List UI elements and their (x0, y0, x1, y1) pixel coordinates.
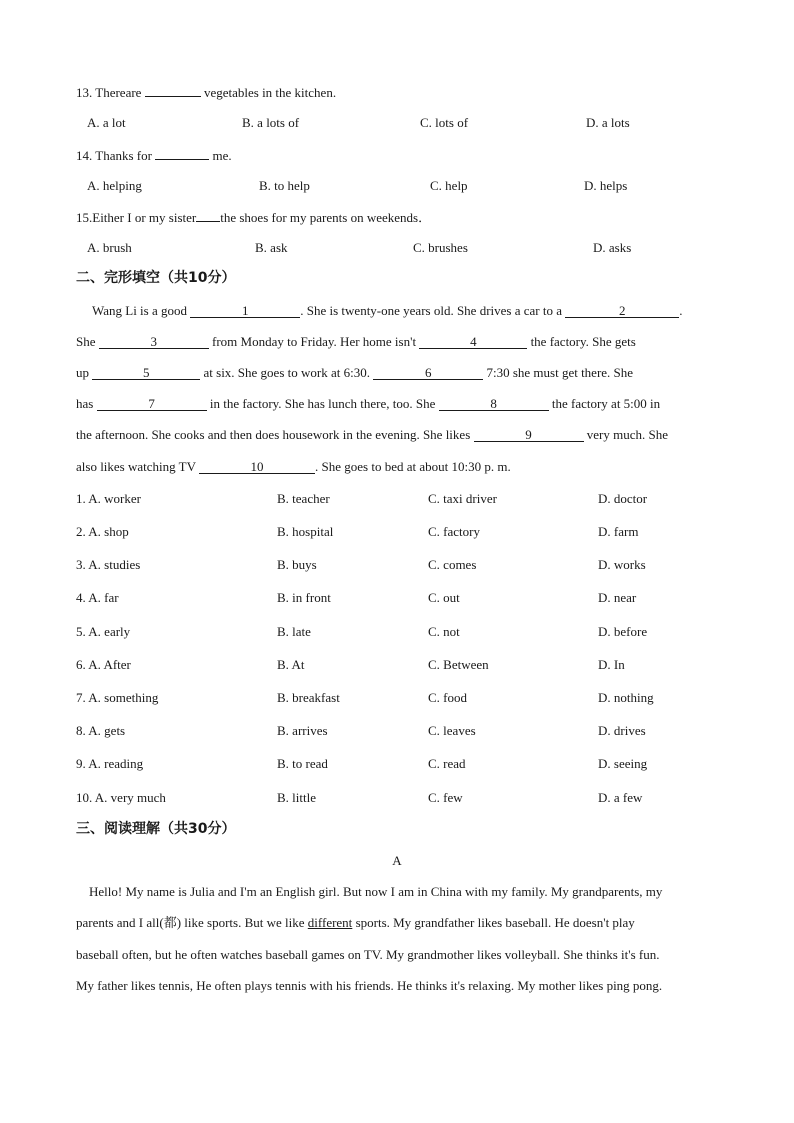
option-d: D. helps (584, 178, 628, 193)
cloze-passage-line: Wang Li is a good 1 . She is twenty-one years old. She drives a car to a 2 . (92, 303, 683, 318)
cloze-options-row (0, 557, 794, 573)
option-a: 1. A. worker (76, 491, 141, 506)
cloze-blank: 4 (419, 336, 527, 349)
cloze-blank: 10 (199, 461, 315, 474)
reading-passage-line: baseball often, but he often watches baseball games on TV. My grandmother likes volleyball. She thinks it's fun. (76, 947, 660, 962)
cloze-options-row (0, 524, 794, 540)
option-d: D. In (598, 657, 625, 672)
cloze-passage-line: the afternoon. She cooks and then does housework in the evening. She likes 9 very much. She (76, 427, 668, 442)
option-b: B. little (277, 790, 316, 805)
reading-passage-line: parents and I all(都) like sports. But we like different sports. My grandfather likes baseball. He doesn't play (76, 915, 635, 930)
option-b: B. in front (277, 590, 331, 605)
option-a: 3. A. studies (76, 557, 141, 572)
passage-label: A (392, 853, 402, 868)
underlined-word: different (307, 915, 353, 930)
option-c: C. taxi driver (428, 491, 497, 506)
cloze-passage-line: has 7 in the factory. She has lunch there, too. She 8 the factory at 5:00 in (76, 396, 661, 411)
option-c: C. out (428, 590, 460, 605)
option-d: D. asks (593, 240, 632, 255)
option-c: C. food (428, 690, 467, 705)
option-d: D. near (598, 590, 637, 605)
section-heading-cloze: 二、完形填空（共10分） (76, 270, 236, 286)
option-a: A. helping (87, 178, 142, 193)
cloze-passage-line: also likes watching TV 10 . She goes to bed at about 10:30 p. m. (76, 459, 511, 474)
reading-passage-line: Hello! My name is Julia and I'm an English girl. But now I am in China with my family. My grandparents, my (89, 884, 663, 899)
question-14-stem: 14. Thanks for me. (76, 148, 232, 163)
option-d: D. farm (598, 524, 639, 539)
cloze-blank: 3 (99, 336, 209, 349)
option-a: 9. A. reading (76, 756, 144, 771)
answer-blank (145, 84, 201, 97)
option-d: D. a lots (586, 115, 630, 130)
option-a: 10. A. very much (76, 790, 166, 805)
option-b: B. to help (259, 178, 310, 193)
option-c: C. read (428, 756, 466, 771)
option-c: C. not (428, 624, 460, 639)
option-d: D. nothing (598, 690, 654, 705)
option-b: B. ask (255, 240, 288, 255)
option-b: B. hospital (277, 524, 334, 539)
option-c: C. leaves (428, 723, 476, 738)
option-b: B. to read (277, 756, 328, 771)
answer-blank (155, 147, 209, 160)
question-13-stem: 13. Thereare vegetables in the kitchen. (76, 85, 337, 100)
option-b: B. At (277, 657, 305, 672)
option-b: B. a lots of (242, 115, 300, 130)
option-c: C. brushes (413, 240, 468, 255)
cloze-options-row (0, 756, 794, 772)
option-c: C. help (430, 178, 468, 193)
option-d: D. before (598, 624, 648, 639)
cloze-options-row (0, 657, 794, 673)
option-a: A. brush (87, 240, 132, 255)
section-heading-reading: 三、阅读理解（共30分） (76, 821, 236, 837)
option-a: 5. A. early (76, 624, 131, 639)
option-a: A. a lot (87, 115, 126, 130)
cloze-blank: 9 (474, 429, 584, 442)
question-15-options (0, 240, 794, 256)
cloze-blank: 8 (439, 398, 549, 411)
cloze-options-row (0, 590, 794, 606)
reading-passage-line: My father likes tennis, He often plays tennis with his friends. He thinks it's relaxing. My mother likes ping pong. (76, 978, 663, 993)
cloze-blank: 5 (92, 367, 200, 380)
option-c: C. Between (428, 657, 489, 672)
question-15-stem: 15.Either I or my sister the shoes for my parents on weekends． (76, 210, 432, 225)
question-13-options (0, 115, 794, 131)
option-a: 8. A. gets (76, 723, 126, 738)
cloze-blank: 6 (373, 367, 483, 380)
option-d: D. works (598, 557, 646, 572)
option-b: B. arrives (277, 723, 328, 738)
question-14-options (0, 178, 794, 194)
option-d: D. a few (598, 790, 643, 805)
option-d: D. drives (598, 723, 646, 738)
option-b: B. late (277, 624, 311, 639)
option-c: C. comes (428, 557, 477, 572)
option-a: 4. A. far (76, 590, 119, 605)
cloze-options-row (0, 690, 794, 706)
option-d: D. doctor (598, 491, 648, 506)
cloze-options-row (0, 723, 794, 739)
option-a: 6. A. After (76, 657, 131, 672)
cloze-options-row (0, 624, 794, 640)
option-c: C. factory (428, 524, 480, 539)
cloze-passage-line: up 5 at six. She goes to work at 6:30. 6 7:30 she must get there. She (76, 365, 634, 380)
option-c: C. few (428, 790, 463, 805)
option-b: B. buys (277, 557, 317, 572)
cloze-blank: 7 (97, 398, 207, 411)
cloze-blank: 2 (565, 305, 679, 318)
option-a: 2. A. shop (76, 524, 129, 539)
option-a: 7. A. something (76, 690, 159, 705)
option-c: C. lots of (420, 115, 469, 130)
answer-blank (196, 209, 220, 222)
cloze-options-row (0, 790, 794, 806)
cloze-passage-line: She 3 from Monday to Friday. Her home isn't 4 the factory. She gets (76, 334, 636, 349)
option-b: B. teacher (277, 491, 330, 506)
cloze-blank: 1 (190, 305, 300, 318)
cloze-options-row (0, 491, 794, 507)
option-b: B. breakfast (277, 690, 340, 705)
option-d: D. seeing (598, 756, 648, 771)
